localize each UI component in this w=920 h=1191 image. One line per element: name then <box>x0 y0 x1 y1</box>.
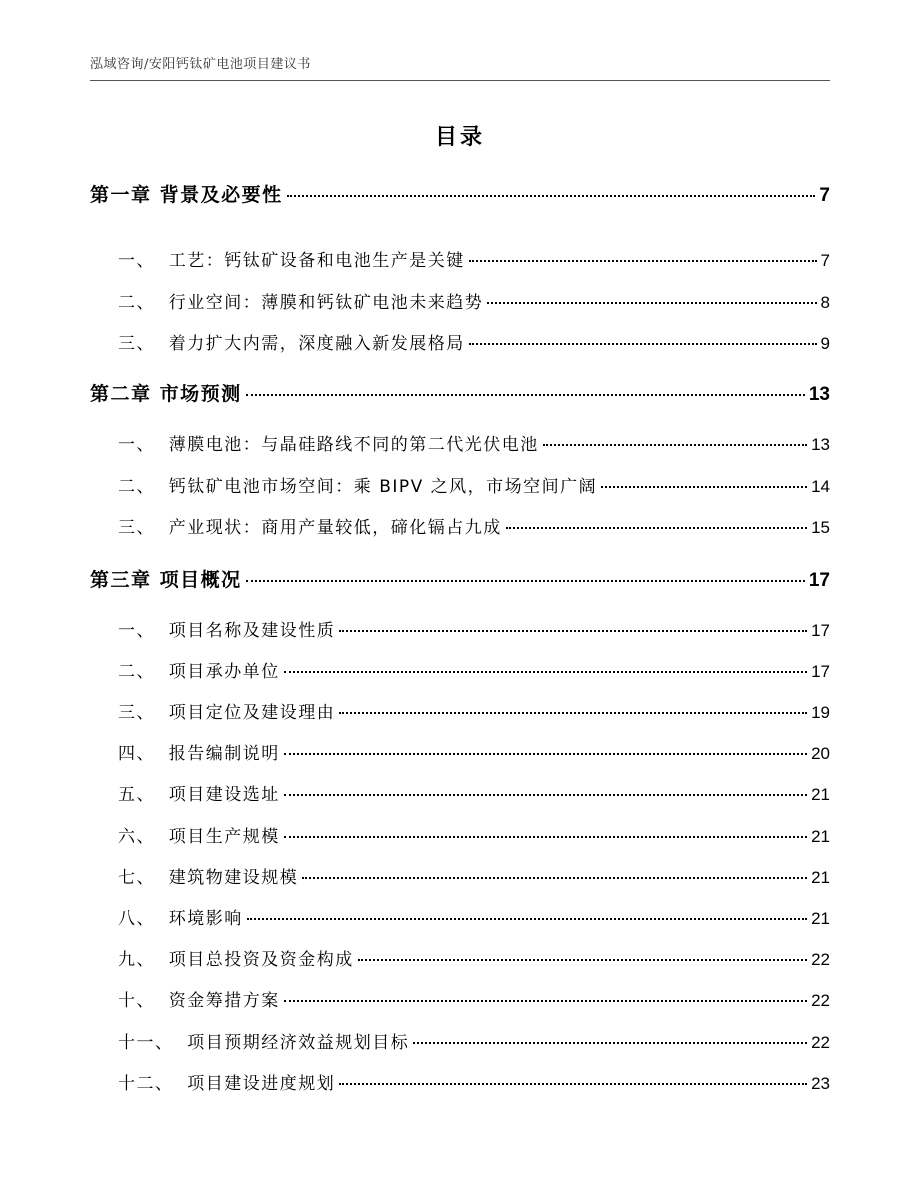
toc-section-entry[interactable] <box>90 430 830 455</box>
toc-section-entry[interactable] <box>90 616 830 641</box>
toc-entry-label: 六、 项目生产规模 <box>118 827 280 847</box>
toc-page-number: 9 <box>820 334 830 353</box>
toc-section-entry[interactable] <box>90 739 830 764</box>
toc-section-entry[interactable] <box>90 329 830 354</box>
dot-leader <box>469 260 817 262</box>
toc-section-entry[interactable] <box>90 945 830 970</box>
toc-entry-label: 九、 项目总投资及资金构成 <box>118 950 354 970</box>
toc-page-number: 13 <box>808 384 830 405</box>
dot-leader <box>284 836 807 838</box>
toc-section-entry[interactable] <box>90 863 830 888</box>
dot-leader <box>487 302 816 304</box>
dot-leader <box>247 918 807 920</box>
toc-section-entry[interactable] <box>90 288 830 313</box>
toc-section-entry[interactable] <box>90 698 830 723</box>
toc-page-number: 17 <box>808 570 830 591</box>
dot-leader <box>302 877 807 879</box>
toc-entry-label: 一、 工艺：钙钛矿设备和电池生产是关键 <box>118 251 465 271</box>
toc-entry-label: 四、 报告编制说明 <box>118 744 280 764</box>
toc-chapter-entry[interactable] <box>90 379 830 406</box>
header-divider <box>90 80 830 81</box>
running-header: 泓域咨询/安阳钙钛矿电池项目建议书 <box>90 57 311 72</box>
toc-entry-label: 二、 行业空间：薄膜和钙钛矿电池未来趋势 <box>118 293 484 313</box>
toc-entry-label: 五、 项目建设选址 <box>118 785 280 805</box>
toc-entry-label: 二、 项目承办单位 <box>118 662 280 682</box>
toc-page-number: 17 <box>811 621 830 640</box>
dot-leader <box>339 630 807 632</box>
toc-page-number: 17 <box>811 662 830 681</box>
toc-entry-label: 二、 钙钛矿电池市场空间：乘 BIPV 之风，市场空间广阔 <box>118 477 598 497</box>
dot-leader <box>601 486 807 488</box>
toc-entry-label: 七、 建筑物建设规模 <box>118 868 299 888</box>
toc-entry-label: 十一、 项目预期经济效益规划目标 <box>118 1033 410 1053</box>
toc-section-entry[interactable] <box>90 780 830 805</box>
toc-page-number: 21 <box>811 909 830 928</box>
toc-section-entry[interactable] <box>90 657 830 682</box>
toc-page-number: 21 <box>811 785 830 804</box>
toc-section-entry[interactable] <box>90 513 830 538</box>
toc-entry-label: 第一章 背景及必要性 <box>90 184 283 206</box>
toc-entry-label: 第三章 项目概况 <box>90 569 242 591</box>
toc-page-number: 22 <box>811 991 830 1010</box>
dot-leader <box>358 959 807 961</box>
dot-leader <box>284 753 807 755</box>
toc-page-number: 21 <box>811 827 830 846</box>
dot-leader <box>413 1042 807 1044</box>
toc-page-number: 20 <box>811 744 830 763</box>
dot-leader <box>246 394 805 396</box>
toc-entry-label: 三、 产业现状：商用产量较低，碲化镉占九成 <box>118 518 502 538</box>
toc-section-entry[interactable] <box>90 822 830 847</box>
toc-page-number: 8 <box>820 293 830 312</box>
toc-section-entry[interactable] <box>90 1028 830 1053</box>
toc-entry-label: 三、 着力扩大内需，深度融入新发展格局 <box>118 334 465 354</box>
toc-page-number: 21 <box>811 868 830 887</box>
toc-section-entry[interactable] <box>90 1069 830 1094</box>
toc-page-number: 7 <box>820 251 830 270</box>
toc-chapter-entry[interactable] <box>90 180 830 207</box>
toc-entry-label: 十二、 项目建设进度规划 <box>118 1074 336 1094</box>
toc-page-number: 7 <box>819 185 830 206</box>
page-title: 目录 <box>434 125 485 150</box>
dot-leader <box>284 671 807 673</box>
dot-leader <box>339 712 807 714</box>
toc-page-number: 13 <box>811 435 830 454</box>
toc-page-number: 15 <box>811 518 830 537</box>
toc-section-entry[interactable] <box>90 986 830 1011</box>
toc-page-number: 19 <box>811 703 830 722</box>
toc-page-number: 22 <box>811 950 830 969</box>
toc-entry-label: 第二章 市场预测 <box>90 383 242 405</box>
toc-section-entry[interactable] <box>90 246 830 271</box>
toc-section-entry[interactable] <box>90 904 830 929</box>
dot-leader <box>284 794 807 796</box>
dot-leader <box>543 444 807 446</box>
toc-entry-label: 一、 项目名称及建设性质 <box>118 621 336 641</box>
toc-page-number: 22 <box>811 1033 830 1052</box>
dot-leader <box>284 1000 807 1002</box>
toc-entry-label: 八、 环境影响 <box>118 909 243 929</box>
toc-entry-label: 一、 薄膜电池：与晶硅路线不同的第二代光伏电池 <box>118 435 539 455</box>
toc-section-entry[interactable] <box>90 472 830 497</box>
dot-leader <box>469 343 817 345</box>
dot-leader <box>339 1083 807 1085</box>
toc-chapter-entry[interactable] <box>90 565 830 592</box>
toc-page-number: 14 <box>811 477 830 496</box>
toc-page-number: 23 <box>811 1074 830 1093</box>
dot-leader <box>246 580 805 582</box>
dot-leader <box>287 195 816 197</box>
dot-leader <box>506 527 807 529</box>
toc-entry-label: 三、 项目定位及建设理由 <box>118 703 336 723</box>
toc-entry-label: 十、 资金筹措方案 <box>118 991 280 1011</box>
